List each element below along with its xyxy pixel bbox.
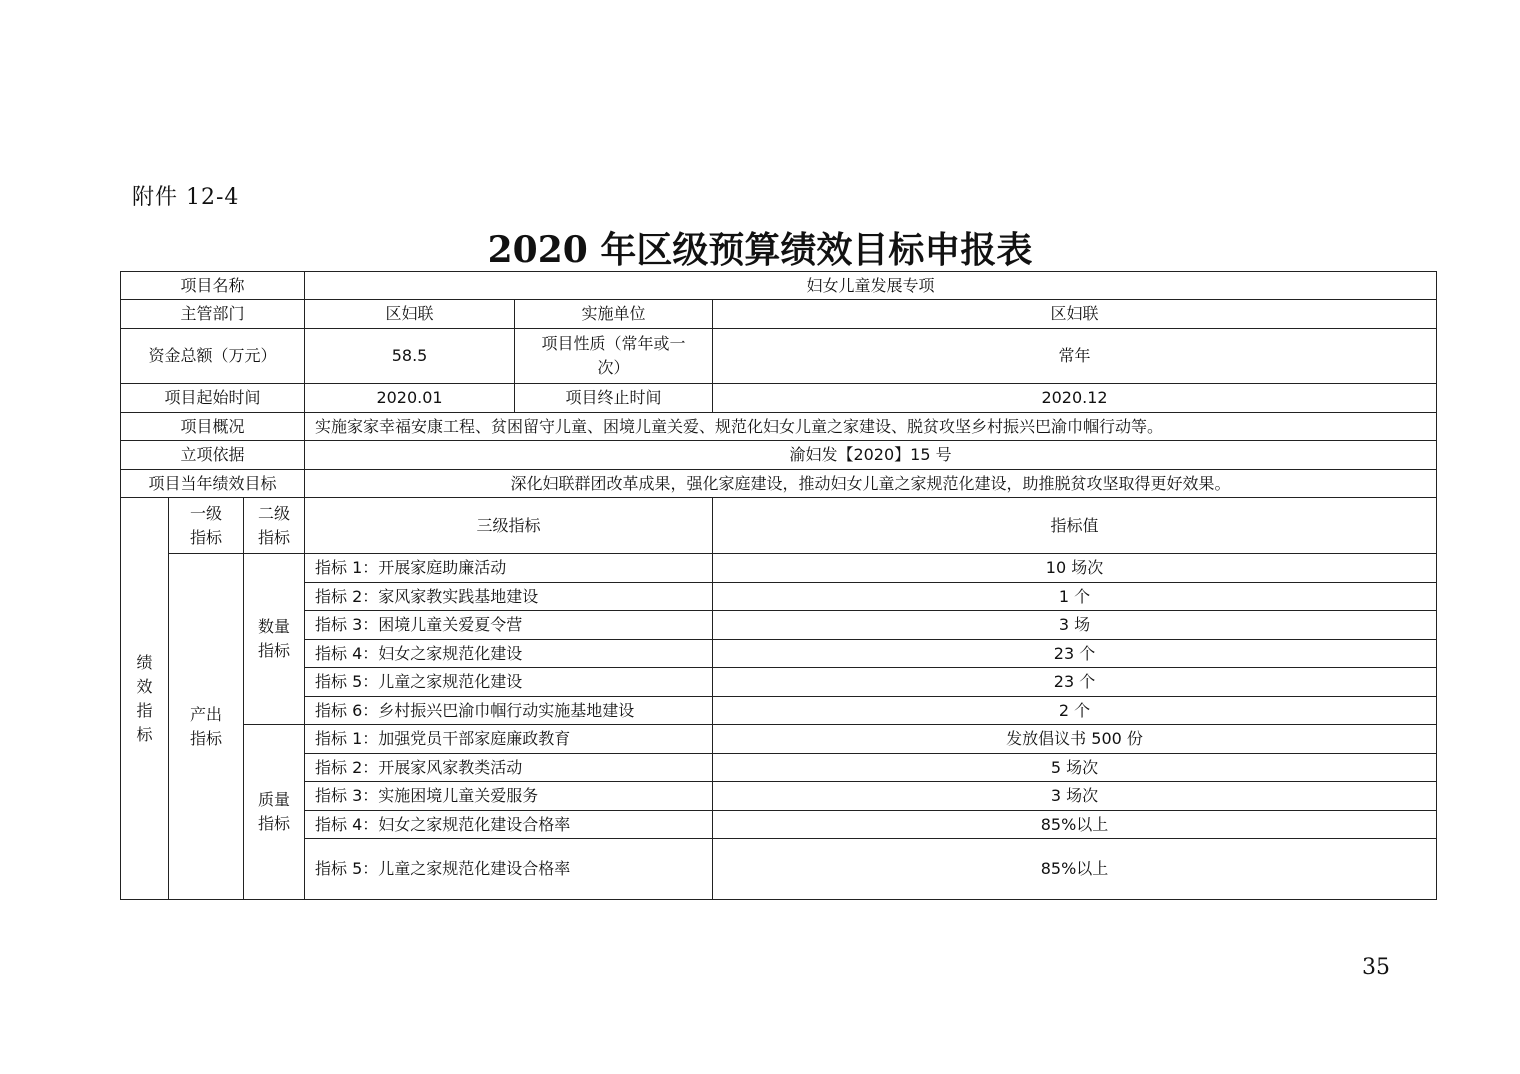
table-row [121, 554, 1437, 583]
annual-goal-value: 深化妇联群团改革成果，强化家庭建设，推动妇女儿童之家规范化建设，助推脱贫攻坚取得更好效果。 [305, 470, 1437, 498]
table-row [121, 668, 1437, 697]
table-row [121, 782, 1437, 811]
indicator-value: 85%以上 [713, 839, 1437, 900]
overview-value: 实施家家幸福安康工程、贫困留守儿童、困境儿童关爱、规范化妇女儿童之家建设、脱贫攻坚乡村振兴巴渝巾帼行动等。 [305, 413, 1437, 441]
indicator-name: 指标 5：儿童之家规范化建设 [305, 668, 713, 697]
indicator-name: 指标 4：妇女之家规范化建设合格率 [305, 811, 713, 839]
indicator-name: 指标 5：儿童之家规范化建设合格率 [305, 839, 713, 900]
indicator-name: 指标 3：困境儿童关爱夏令营 [305, 611, 713, 640]
row-funds [121, 329, 1437, 384]
indicator-value: 5 场次 [713, 754, 1437, 782]
indicator-value: 23 个 [713, 668, 1437, 697]
indicator-name: 指标 3：实施困境儿童关爱服务 [305, 782, 713, 811]
indicator-value: 3 场 [713, 611, 1437, 640]
end-time-value: 2020.12 [713, 384, 1437, 413]
performance-indicator-category: 绩 效 指 标 [121, 498, 169, 900]
indicator-name: 指标 1：加强党员干部家庭廉政教育 [305, 725, 713, 754]
total-funds-value: 58.5 [305, 329, 515, 384]
indicator-value: 发放倡议书 500 份 [713, 725, 1437, 754]
table-row [121, 583, 1437, 611]
level3-header: 三级指标 [305, 498, 713, 554]
level2-header: 二级 指标 [244, 498, 305, 554]
indicator-name: 指标 4：妇女之家规范化建设 [305, 640, 713, 668]
overview-label: 项目概况 [121, 413, 305, 441]
document-title: 2020 年区级预算绩效目标申报表 [487, 229, 1033, 271]
department-value: 区妇联 [305, 300, 515, 329]
row-department [121, 300, 1437, 329]
row-project-name [121, 272, 1437, 300]
project-nature-label: 项目性质（常年或一 次） [515, 329, 713, 384]
indicator-value: 85%以上 [713, 811, 1437, 839]
level1-output-indicator: 产出 指标 [169, 554, 244, 900]
end-time-label: 项目终止时间 [515, 384, 713, 413]
table-row [121, 640, 1437, 668]
quantity-indicator-label: 数量 指标 [244, 554, 305, 725]
row-indicator-headers [121, 498, 1437, 554]
row-basis [121, 441, 1437, 470]
table-row [121, 811, 1437, 839]
start-time-label: 项目起始时间 [121, 384, 305, 413]
project-nature-value: 常年 [713, 329, 1437, 384]
table-row [121, 697, 1437, 725]
indicator-name: 指标 2：家风家教实践基地建设 [305, 583, 713, 611]
table-row [121, 725, 1437, 754]
row-overview [121, 413, 1437, 441]
annual-goal-label: 项目当年绩效目标 [121, 470, 305, 498]
row-annual-goal [121, 470, 1437, 498]
basis-label: 立项依据 [121, 441, 305, 470]
implementing-unit-value: 区妇联 [713, 300, 1437, 329]
department-label: 主管部门 [121, 300, 305, 329]
implementing-unit-label: 实施单位 [515, 300, 713, 329]
total-funds-label: 资金总额（万元） [121, 329, 305, 384]
attachment-label: 附件 12-4 [132, 185, 240, 210]
quality-indicator-label: 质量 指标 [244, 725, 305, 900]
table-row [121, 754, 1437, 782]
budget-performance-table [120, 271, 1437, 900]
indicator-value: 23 个 [713, 640, 1437, 668]
indicator-name: 指标 6：乡村振兴巴渝巾帼行动实施基地建设 [305, 697, 713, 725]
table-row [121, 611, 1437, 640]
indicator-name: 指标 2：开展家风家教类活动 [305, 754, 713, 782]
indicator-value: 10 场次 [713, 554, 1437, 583]
start-time-value: 2020.01 [305, 384, 515, 413]
project-name-value: 妇女儿童发展专项 [305, 272, 1437, 300]
indicator-value-header: 指标值 [713, 498, 1437, 554]
indicator-value: 3 场次 [713, 782, 1437, 811]
basis-value: 渝妇发【2020】15 号 [305, 441, 1437, 470]
indicator-name: 指标 1：开展家庭助廉活动 [305, 554, 713, 583]
row-dates [121, 384, 1437, 413]
level1-header: 一级 指标 [169, 498, 244, 554]
indicator-value: 1 个 [713, 583, 1437, 611]
table-row [121, 839, 1437, 900]
page-number: 35 [1362, 955, 1390, 980]
project-name-label: 项目名称 [121, 272, 305, 300]
indicator-value: 2 个 [713, 697, 1437, 725]
